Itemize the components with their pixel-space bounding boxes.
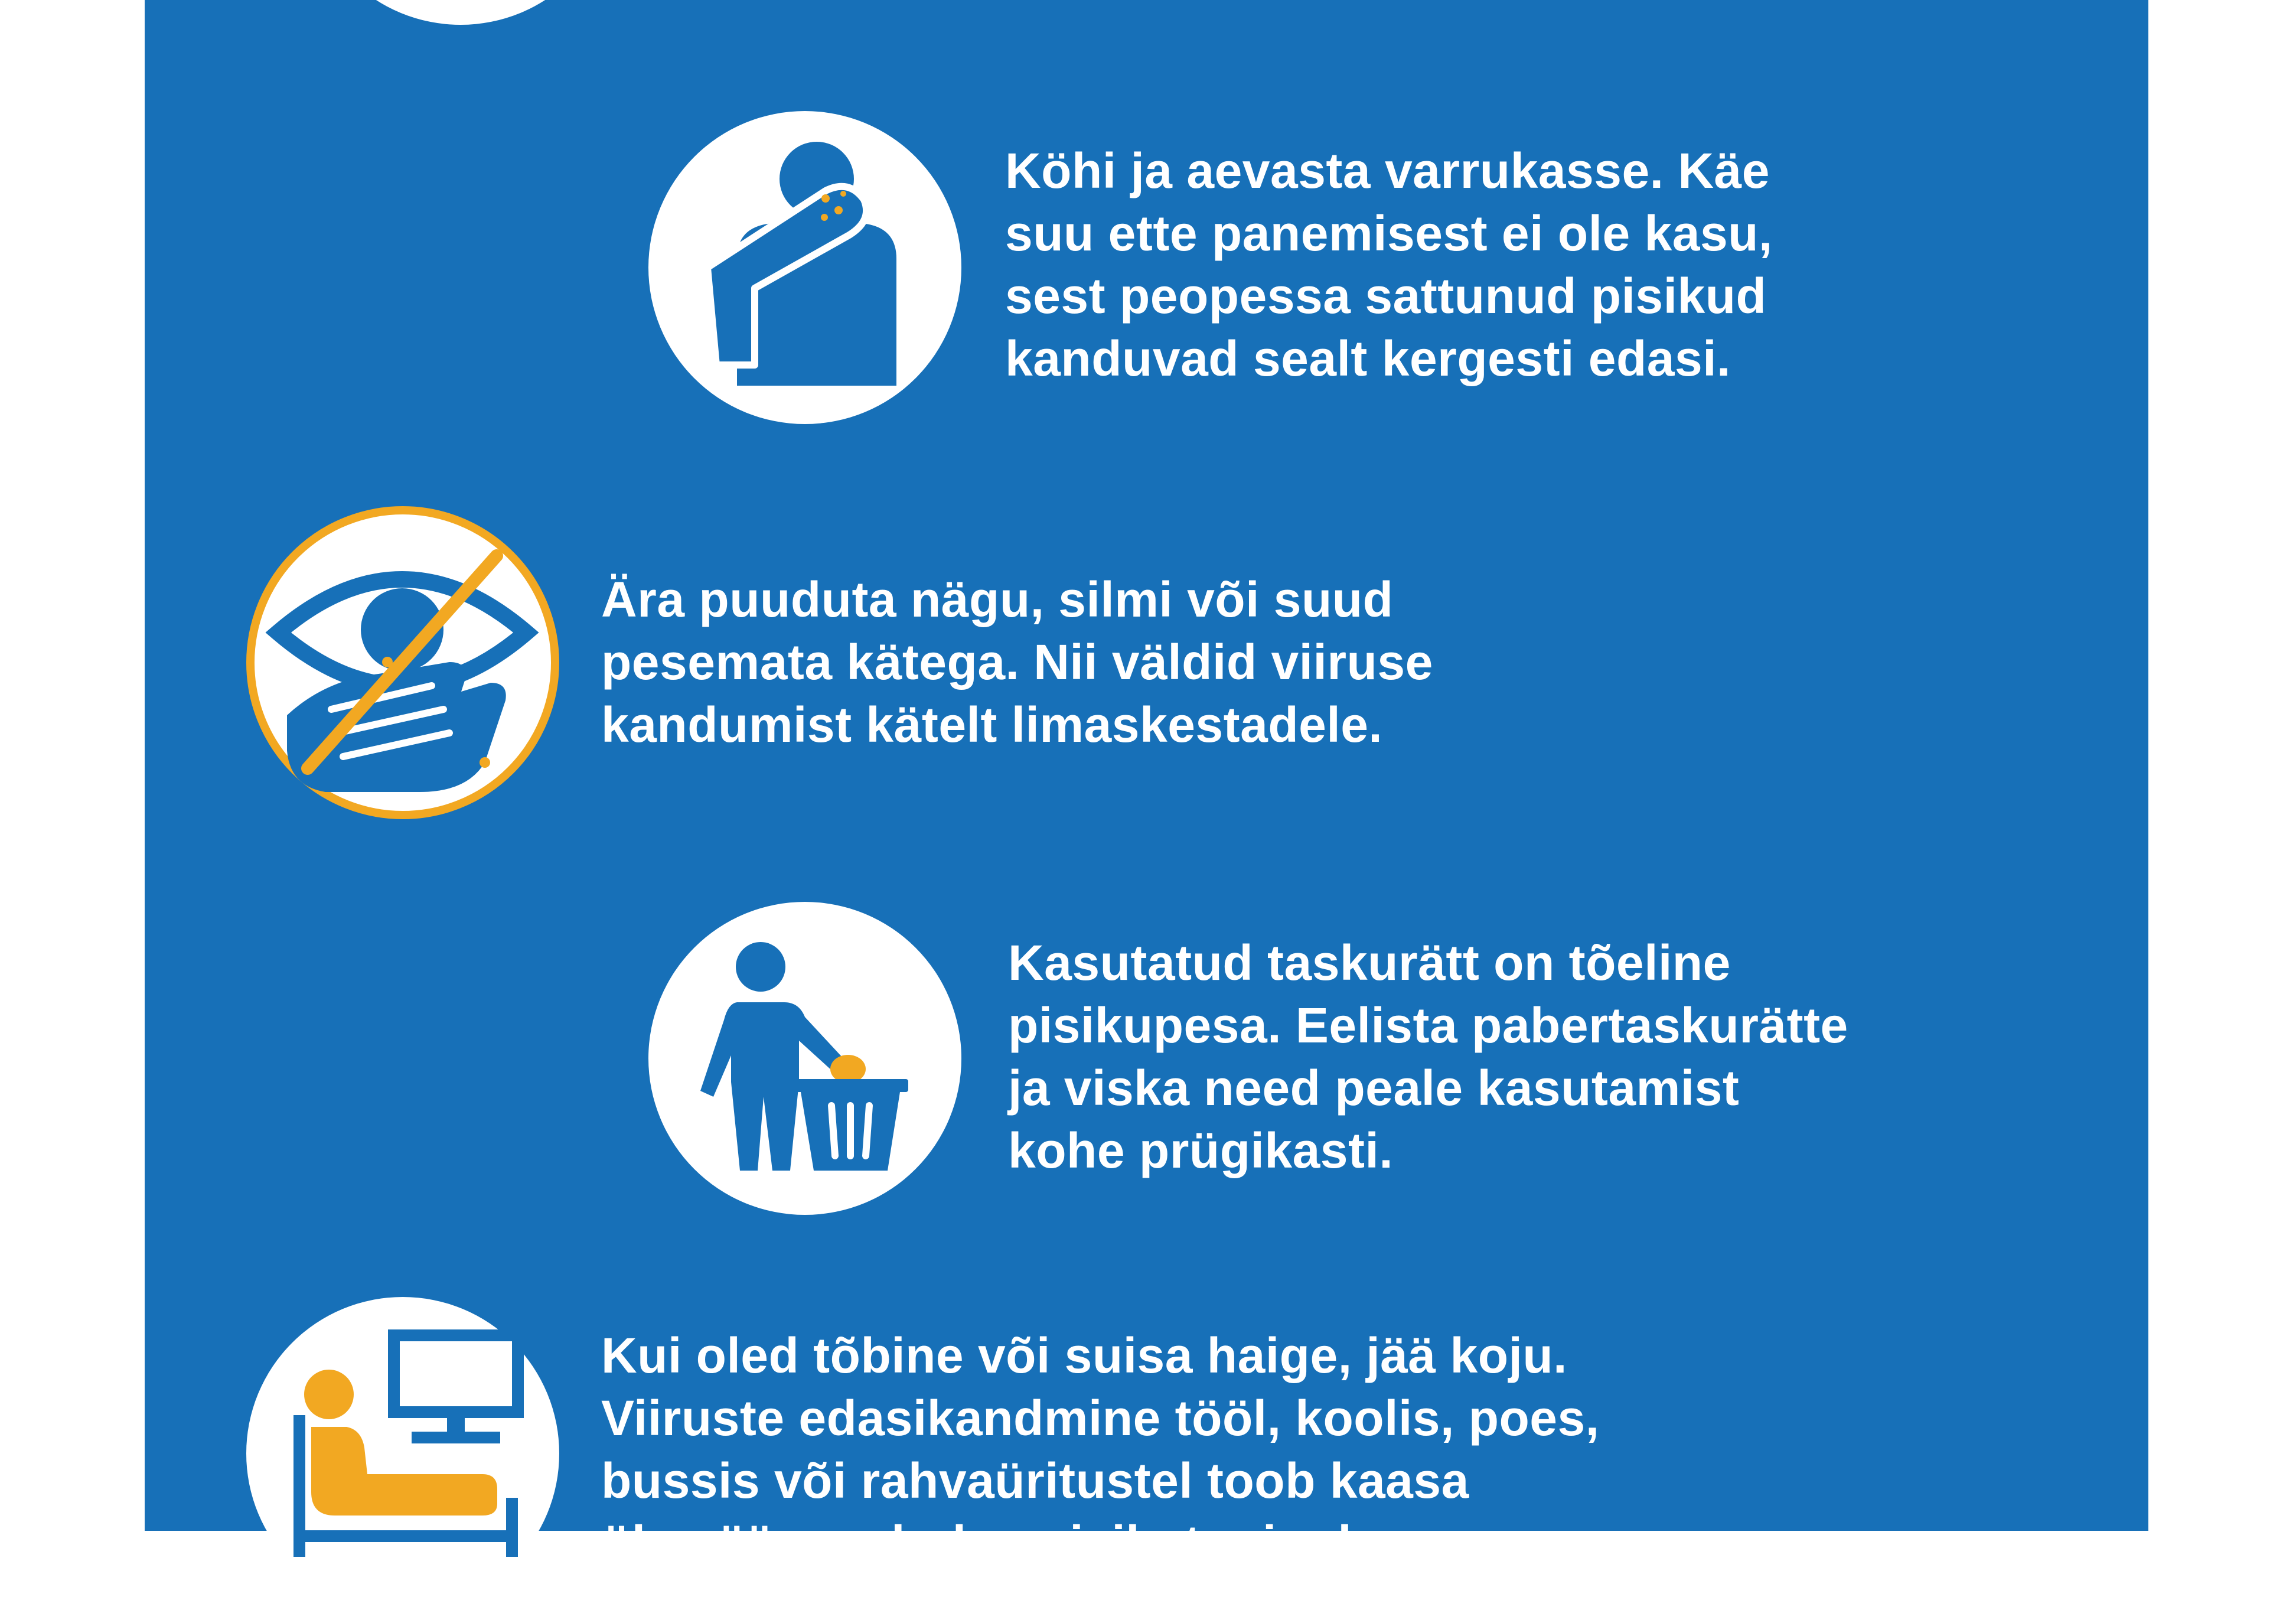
cough-into-sleeve-icon (648, 111, 961, 424)
health-tips-panel (145, 0, 2148, 1571)
tip-cough-text: Köhi ja aevasta varrukasse. Käe suu ette panemisest ei ole kasu, sest peopessa sattunud pisikud kanduvad sealt kergesti edasi. (1005, 143, 1773, 386)
tip-face-text: Ära puuduta nägu, silmi või suud pesemata kätega. Nii väldid viiruse kandumist kätelt limaskestadele. (601, 572, 1433, 752)
stay-home-sick-icon (246, 1297, 559, 1610)
tip-stay-home-text: Kui oled tõbine või suisa haige, jää koju. Viiruste edasikandmine tööl, koolis, poes, bussis või rahvaüritustel toob kaasa ülemäärase hulga pisikute ringluse. (601, 1328, 1600, 1571)
tip-tissue-text: Kasutatud taskurätt on tõeline pisikupesa. Eelista pabertaskurätte ja viska need peale kasutamist kohe prügikasti. (1008, 935, 1848, 1178)
previous-tip-icon (304, 0, 617, 25)
dispose-tissue-icon (648, 902, 961, 1215)
no-face-touching-icon (246, 506, 559, 819)
